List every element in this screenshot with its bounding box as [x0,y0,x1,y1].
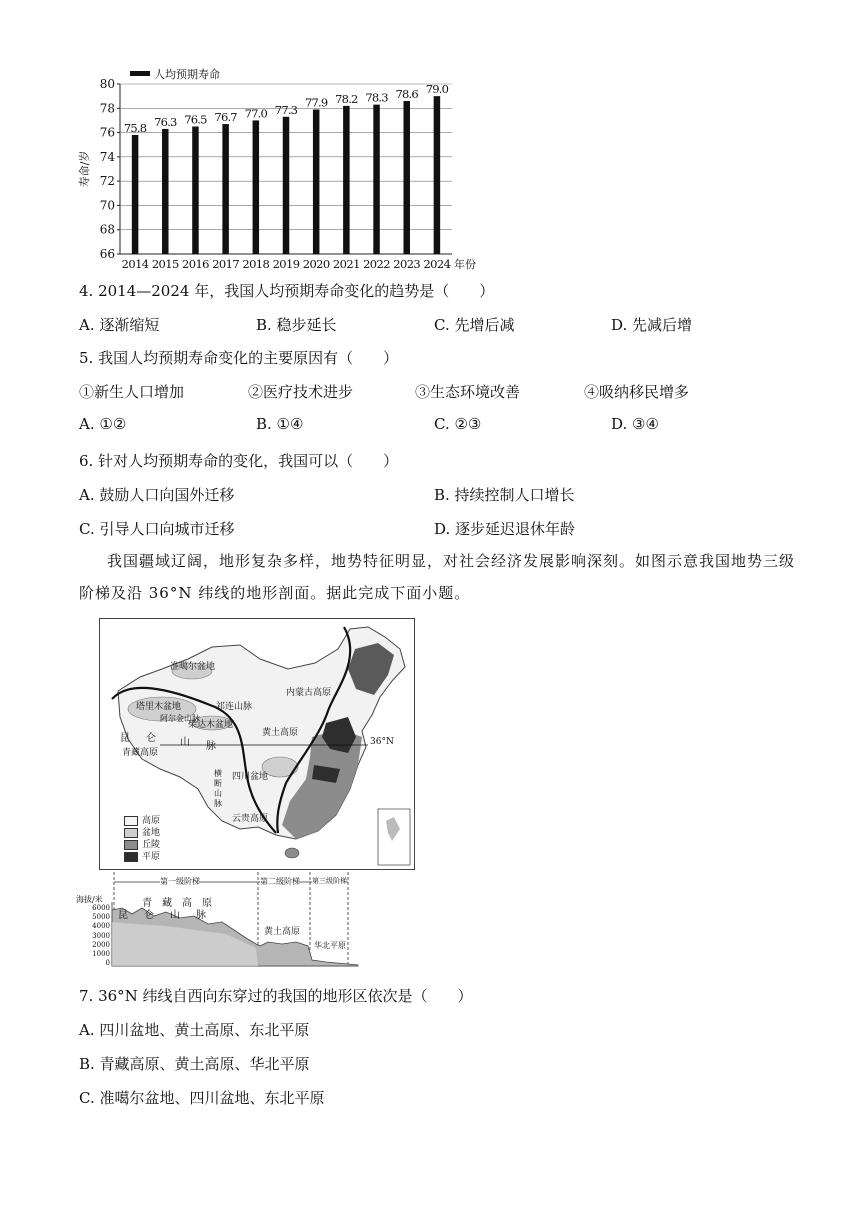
legend-swatch [130,71,150,76]
q4-option-b: B. 稳步延长 [256,316,337,334]
map-label-36n: 36°N [370,737,394,747]
terrain-profile [76,872,366,968]
q5-option-d: D. ③④ [611,415,659,433]
profile-qtp-char: 高 [182,898,202,909]
profile-qtp-char: 青 [142,898,162,909]
bar [132,135,139,254]
x-tick-label: 2022 [363,257,390,271]
y-tick-label: 76 [99,125,115,140]
profile-ytick: 1000 [92,950,110,959]
profile-qtp-char: 藏 [162,898,182,909]
q7-option-a: A. 四川盆地、黄土高原、东北平原 [79,1021,310,1039]
map-label-tarim: 塔里木盆地 [136,702,182,712]
bar [403,101,410,254]
bar-value-label: 75.8 [123,121,147,135]
bar-value-label: 77.0 [244,106,268,121]
legend-swatch-plateau [124,816,138,826]
map-label-hengduan: 横断山脉 [214,769,222,808]
profile-step-3: 第三级阶梯 [312,877,347,885]
profile-ylabel: 海拔/米 [76,895,103,904]
x-tick-label: 2019 [272,257,300,271]
y-tick-label: 68 [99,222,115,237]
x-axis-label: 年份 [454,258,476,271]
profile-yticks [84,904,110,968]
y-axis-label: 寿命/岁 [78,150,91,188]
legend-swatch-plain [124,852,138,862]
x-tick-label: 2017 [212,257,240,271]
bar-value-label: 79.0 [425,82,449,97]
x-tick-label: 2014 [121,257,149,271]
y-tick-label: 66 [99,247,115,261]
question-5-stem: 5. 我国人均预期寿命变化的主要原因有（ ） [79,349,399,367]
profile-kunlun-char: 脉 [196,910,222,921]
q5-item-1: ①新生人口增加 [79,383,185,401]
q7-option-c: C. 准噶尔盆地、四川盆地、东北平原 [79,1089,325,1107]
question-4-stem: 4. 2014—2024 年，我国人均预期寿命变化的趋势是（ ） [79,282,495,300]
legend-swatch-hills [124,840,138,850]
bar-value-label: 77.3 [274,102,298,117]
bar [192,127,199,255]
q5-option-a: A. ①② [79,415,127,433]
life-expectancy-chart [60,62,480,274]
profile-loess-label: 黄土高原 [264,927,301,937]
q6-option-c: C. 引导人口向城市迁移 [79,520,235,538]
y-tick-label: 78 [99,101,115,116]
profile-north-china-label: 华北平原 [314,941,346,950]
map-label-kunlun-1: 昆 [120,733,130,744]
q6-option-b: B. 持续控制人口增长 [434,486,575,504]
map-label-kunlun-3: 山 [180,737,190,748]
legend-swatch-basin [124,828,138,838]
map-label-sichuan: 四川盆地 [232,772,269,782]
q4-option-a: A. 逐渐缩短 [79,316,160,334]
map-label-loess: 黄土高原 [262,728,299,738]
profile-ytick: 2000 [92,940,110,949]
map-legend [124,815,160,863]
bar-value-label: 77.9 [304,95,328,110]
map-label-kunlun-2: 仑 [146,733,156,744]
q7-option-b: B. 青藏高原、黄土高原、华北平原 [79,1055,310,1073]
profile-ytick: 4000 [92,922,110,931]
legend-label: 人均预期寿命 [154,68,220,81]
legend-label-plateau: 高原 [142,816,161,826]
map-label-kunlun-4: 脉 [206,741,216,752]
bar [283,117,290,254]
q6-option-d: D. 逐步延迟退休年龄 [434,520,576,538]
profile-qtp-char: 原 [202,898,222,909]
y-tick-label: 74 [99,149,115,164]
profile-ytick: 0 [105,959,110,968]
x-tick-label: 2016 [182,257,209,271]
q5-item-2: ②医疗技术进步 [248,383,354,401]
q5-option-c: C. ②③ [434,415,482,433]
legend-label-hills: 丘陵 [142,840,161,850]
bar [434,96,441,254]
profile-kunlun-char: 山 [170,910,196,921]
map-label-altun: 阿尔金山脉 [160,714,200,723]
map-label-yungui: 云贵高原 [232,814,269,824]
map-label-qtp: 青藏高原 [122,748,159,758]
x-tick-label: 2015 [151,257,179,271]
legend-label-plain: 平原 [142,852,161,862]
map-label-inner-mongolia: 内蒙古高原 [286,688,332,698]
x-tick-label: 2024 [423,257,451,271]
bar [222,124,229,254]
x-tick-label: 2021 [332,257,360,271]
profile-ytick: 6000 [92,904,110,912]
question-6-stem: 6. 针对人均预期寿命的变化，我国可以（ ） [79,452,399,470]
x-tick-label: 2018 [242,257,270,271]
profile-ytick: 3000 [92,931,110,940]
x-tick-label: 2023 [393,257,421,271]
bar-value-label: 78.3 [365,90,388,105]
question-7-stem: 7. 36°N 纬线自西向东穿过的我国的地形区依次是（ ） [79,987,473,1005]
profile-kunlun-char: 仑 [144,910,170,921]
legend-label-basin: 盆地 [142,828,161,838]
map-label-qaidam: 柴达木盆地 [188,720,234,730]
profile-ytick: 5000 [92,913,110,922]
intro-paragraph: 我国疆域辽阔，地形复杂多样，地势特征明显，对社会经济发展影响深刻。如图示意我国地势三级阶梯及沿 36°N 纬线的地形剖面。据此完成下面小题。 [79,552,796,602]
bar-value-label: 76.3 [154,114,177,129]
q5-option-b: B. ①④ [256,415,304,433]
hainan-shape [285,848,299,858]
map-label-qilian: 祁连山脉 [216,702,253,712]
profile-step-2: 第二级阶梯 [260,877,300,886]
profile-kunlun-char: 昆 [118,910,144,921]
profile-step-1: 第一级阶梯 [160,877,200,886]
y-tick-label: 72 [99,174,115,189]
y-tick-label: 70 [99,198,115,213]
bar [373,105,380,254]
q4-option-c: C. 先增后减 [434,316,515,334]
y-tick-label: 80 [99,77,115,91]
profile-kunlun-label [118,906,222,921]
bar-value-label: 78.6 [395,87,418,101]
china-terrain-map [99,618,415,870]
bar-value-label: 76.7 [214,110,237,125]
map-label-junggar: 准噶尔盆地 [170,662,216,672]
x-tick-label: 2020 [302,257,330,271]
q4-option-d: D. 先减后增 [611,316,693,334]
q5-item-4: ④吸纳移民增多 [584,383,690,401]
bar-value-label: 78.2 [335,91,358,106]
bar [313,110,320,255]
bar-value-label: 76.5 [184,112,207,127]
bar [162,129,169,254]
q6-option-a: A. 鼓励人口向国外迁移 [79,486,235,504]
bar [253,120,260,254]
bar [343,106,350,254]
q5-item-3: ③生态环境改善 [415,383,521,401]
